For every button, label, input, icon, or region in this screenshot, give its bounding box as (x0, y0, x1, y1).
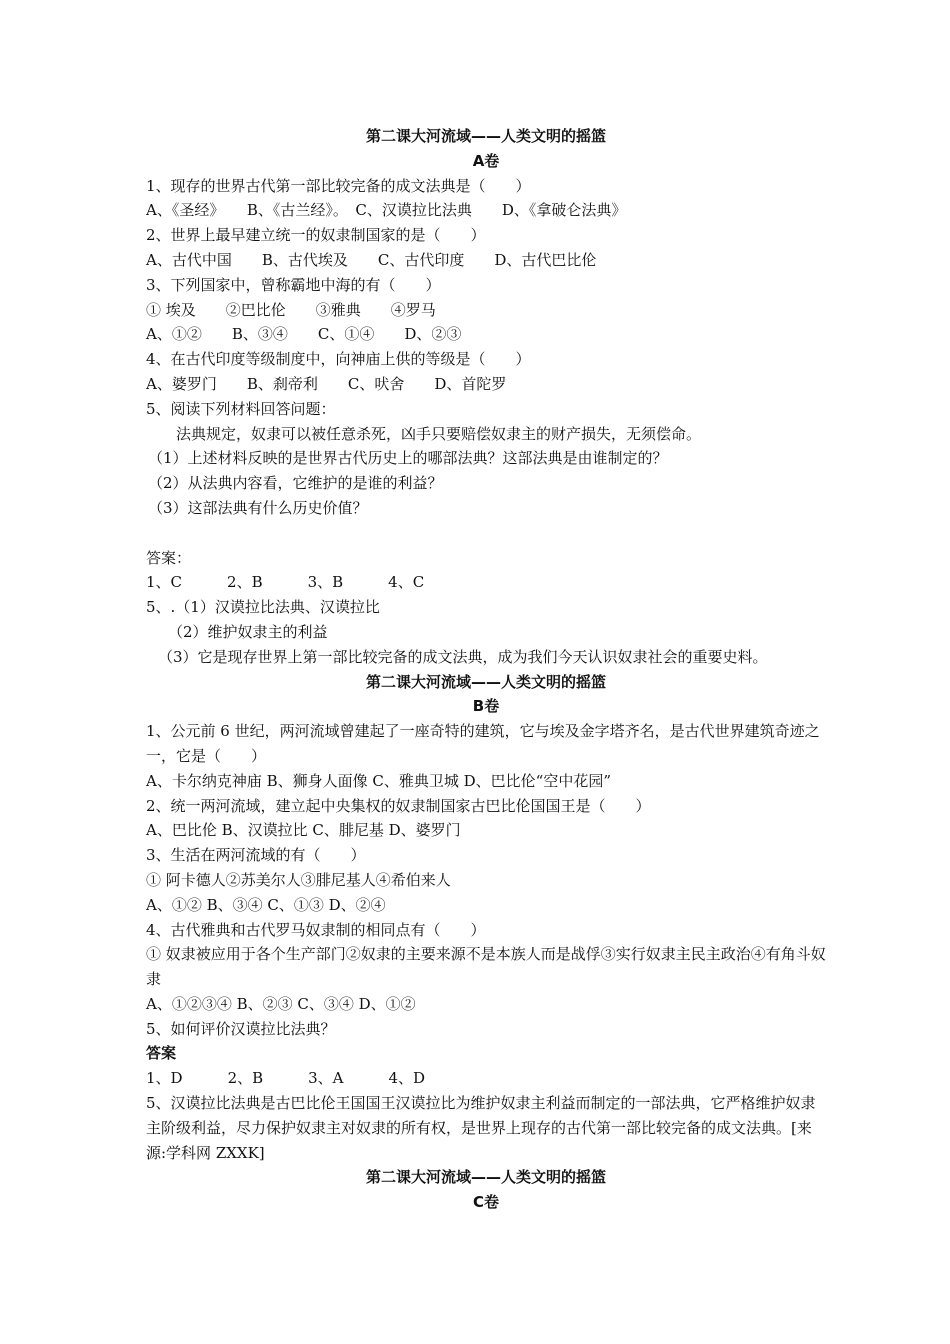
b-question-4-options: A、①②③④ B、②③ C、③④ D、①② (146, 994, 416, 1013)
a-question-5-sub-2: （2）从法典内容看，它维护的是谁的利益？ (148, 474, 443, 493)
b-answer-5: 5、汉谟拉比法典是古巴比伦王国国王汉谟拉比为维护奴隶主利益而制定的一部法典，它严格维护奴隶主阶级利益，尽力保护奴隶主对奴隶的所有权，是世界上现存的古代第一部比较完备的成文法典。[来源:学科网 ZXXK] (146, 1094, 816, 1162)
a-question-5: 5、阅读下列材料回答问题： (146, 399, 336, 418)
section-c-volume: C卷 (472, 1193, 499, 1212)
b-question-4: 4、古代雅典和古代罗马奴隶制的相同点有（ ） (146, 920, 486, 939)
a-question-5-sub-1: （1）上述材料反映的是世界古代历史上的哪部法典？这部法典是由谁制定的？ (148, 449, 668, 468)
a-question-3: 3、下列国家中，曾称霸地中海的有（ ） (146, 275, 441, 294)
b-question-1-options: A、卡尔纳克神庙 B、狮身人面像 C、雅典卫城 D、巴比伦“空中花园” (146, 771, 612, 790)
a-answer-5-part-1: 5、.（1）汉谟拉比法典、汉谟拉比 (146, 598, 380, 617)
a-answer-1-4: 1、C 2、B 3、B 4、C (146, 573, 425, 592)
section-b-volume: B卷 (472, 697, 500, 716)
a-question-3-items: ① 埃及 ②巴比伦 ③雅典 ④罗马 (146, 300, 436, 319)
a-question-2-options: A、古代中国 B、古代埃及 C、古代印度 D、古代巴比伦 (146, 250, 597, 269)
a-question-5-sub-3: （3）这部法典有什么历史价值？ (148, 498, 368, 517)
a-question-3-options: A、①② B、③④ C、①④ D、②③ (146, 325, 462, 344)
b-question-2-options: A、巴比伦 B、汉谟拉比 C、腓尼基 D、婆罗门 (146, 821, 461, 840)
b-question-4-items: ① 奴隶被应用于各个生产部门②奴隶的主要来源不是本族人而是战俘③实行奴隶主民主政治④有角斗奴隶 (146, 945, 826, 989)
b-question-5: 5、如何评价汉谟拉比法典？ (146, 1019, 336, 1038)
section-c-title: 第二课大河流域——人类文明的摇篮 (365, 1168, 606, 1187)
a-question-4-options: A、婆罗门 B、刹帝利 C、吠舍 D、首陀罗 (146, 374, 507, 393)
section-a-title: 第二课大河流域——人类文明的摇篮 (365, 127, 606, 145)
a-question-1: 1、现存的世界古代第一部比较完备的成文法典是（ ） (146, 176, 531, 195)
b-answer-1-4: 1、D 2、B 3、A 4、D (146, 1069, 426, 1088)
spacer (146, 521, 826, 546)
b-answer-label: 答案 (146, 1044, 177, 1063)
a-answer-label: 答案： (146, 548, 192, 567)
a-answer-5-part-2: （2）维护奴隶主的利益 (168, 622, 328, 641)
b-question-3: 3、生活在两河流域的有（ ） (146, 846, 366, 865)
a-question-1-options: A、《圣经》 B、《古兰经》。 C、汉谟拉比法典 D、《拿破仑法典》 (146, 201, 627, 220)
b-question-3-options: A、①② B、③④ C、①③ D、②④ (146, 895, 386, 914)
b-question-2: 2、统一两河流域，建立起中央集权的奴隶制国家古巴比伦国国王是（ ） (146, 796, 651, 815)
a-answer-5-part-3: （3）它是现存世界上第一部比较完备的成文法典，成为我们今天认识奴隶社会的重要史料。 (158, 647, 768, 666)
a-question-4: 4、在古代印度等级制度中，向神庙上供的等级是（ ） (146, 350, 531, 369)
a-question-5-material: 法典规定，奴隶可以被任意杀死，凶手只要赔偿奴隶主的财产损失，无须偿命。 (176, 424, 702, 443)
b-question-1: 1、公元前 6 世纪，两河流域曾建起了一座奇特的建筑，它与埃及金字塔齐名，是古代世界建筑奇迹之一，它是（ ） (146, 722, 820, 765)
a-question-2: 2、世界上最早建立统一的奴隶制国家的是（ ） (146, 226, 486, 245)
section-b-title: 第二课大河流域——人类文明的摇篮 (365, 672, 606, 691)
b-question-3-items: ① 阿卡德人②苏美尔人③腓尼基人④希伯来人 (146, 870, 451, 889)
section-a-volume: A卷 (472, 151, 500, 170)
document-content (146, 124, 826, 1215)
